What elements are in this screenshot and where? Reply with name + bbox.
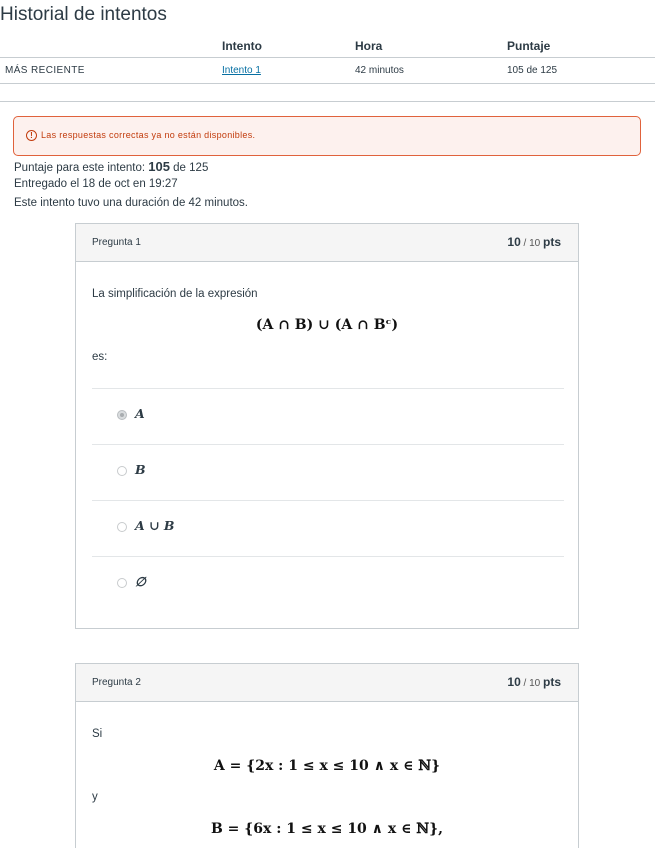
question-1 bbox=[75, 223, 579, 629]
most-recent-label: MÁS RECIENTE bbox=[5, 65, 85, 76]
warning-icon: ! bbox=[26, 130, 37, 141]
math-expression: (A ∩ B) ∪ (A ∩ Bᶜ) bbox=[255, 317, 399, 333]
page-title: Historial de intentos bbox=[0, 4, 167, 25]
score-summary bbox=[14, 159, 208, 174]
question-name: Pregunta 2 bbox=[92, 677, 141, 688]
question-text-after: es: bbox=[92, 351, 108, 363]
question-connector: y bbox=[92, 791, 98, 803]
answer-option[interactable] bbox=[92, 444, 564, 500]
question-2 bbox=[75, 663, 579, 848]
column-header-attempt: Intento bbox=[222, 39, 262, 53]
answer-label: B bbox=[135, 462, 146, 477]
answer-option[interactable] bbox=[92, 388, 564, 444]
points-total: / 10 bbox=[520, 238, 543, 249]
score-value: 105 bbox=[148, 159, 170, 174]
answer-option[interactable] bbox=[92, 556, 564, 612]
radio-button[interactable] bbox=[117, 578, 127, 588]
attempt-score: 105 de 125 bbox=[507, 65, 558, 76]
question-points bbox=[507, 235, 561, 249]
question-text: Si bbox=[92, 728, 103, 740]
radio-button[interactable] bbox=[117, 522, 127, 532]
radio-button[interactable] bbox=[117, 466, 127, 476]
math-expression-b: B = {6x : 1 ≤ x ≤ 10 ∧ x ∈ ℕ}, bbox=[210, 821, 444, 837]
table-header bbox=[0, 36, 655, 58]
attempt-history-table bbox=[0, 36, 655, 84]
column-header-score: Puntaje bbox=[507, 39, 551, 53]
submitted-date: Entregado el 18 de oct en 19:27 bbox=[14, 178, 178, 190]
alert-text: Las respuestas correctas ya no están disponibles. bbox=[41, 130, 256, 140]
question-text: La simplificación de la expresión bbox=[92, 288, 258, 300]
answer-label: ∅ bbox=[135, 574, 146, 589]
points-earned: 10 bbox=[507, 675, 521, 689]
table-row bbox=[0, 58, 655, 84]
attempt-time: 42 minutos bbox=[355, 65, 404, 76]
question-name: Pregunta 1 bbox=[92, 237, 141, 248]
question-points bbox=[507, 675, 561, 689]
radio-selected[interactable] bbox=[117, 410, 127, 420]
points-earned: 10 bbox=[507, 235, 521, 249]
score-suffix: de 125 bbox=[169, 162, 209, 174]
question-header bbox=[76, 664, 578, 702]
math-expression-a: A = {2x : 1 ≤ x ≤ 10 ∧ x ∈ ℕ} bbox=[213, 758, 441, 774]
answer-label: A ∪ B bbox=[135, 518, 175, 533]
answer-label: A bbox=[135, 406, 145, 421]
points-total: / 10 bbox=[520, 678, 543, 689]
divider bbox=[0, 101, 655, 102]
answer-option[interactable] bbox=[92, 500, 564, 556]
alert-banner bbox=[13, 116, 641, 156]
question-header bbox=[76, 224, 578, 262]
attempt-link[interactable]: Intento 1 bbox=[222, 65, 261, 76]
points-label: pts bbox=[543, 675, 561, 689]
attempt-duration: Este intento tuvo una duración de 42 minutos. bbox=[14, 197, 248, 209]
score-prefix: Puntaje para este intento: bbox=[14, 162, 149, 174]
points-label: pts bbox=[543, 235, 561, 249]
column-header-time: Hora bbox=[355, 39, 383, 53]
